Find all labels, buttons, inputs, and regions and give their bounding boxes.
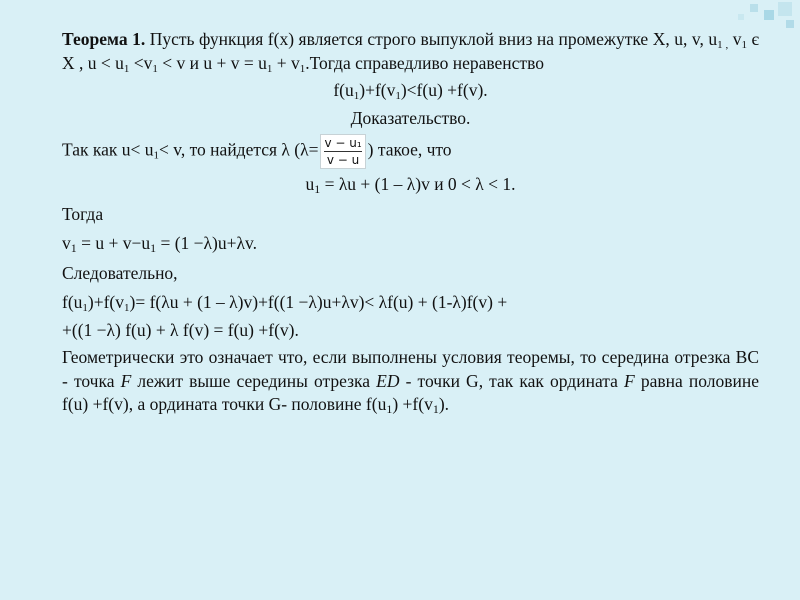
theorem-paragraph: Теорема 1. Пусть функция f(x) является строго выпуклой вниз на промежутке X, u, v, $u_{1 ,}$ $v_1$ є X , $u < u_1 <v_1 < v$ и $u + v = u_1$ + $v_1.Тогда$ справедливо неравенство — [62, 29, 760, 75]
u1-equation: $u_1 = \lambda u + (1 - \lambda)v$ и 0 < λ < 1. — [305, 174, 516, 196]
lambda-fraction: $\frac{\text{v − u₁}}{v - u}$ — [320, 134, 365, 169]
derivation-line-1: $f(u_1)+f(v_1)= f(\lambda u + (1 - \lambda)v)+f((1 -\lambda)u+\lambda v)< \lambda f(u) + (1-\lambda)f(v)$ + — [62, 292, 508, 314]
theorem-label: Теорема 1. — [62, 29, 146, 49]
then-word: Тогда — [62, 203, 104, 224]
proof-heading: Доказательство. — [350, 107, 471, 128]
main-inequality: $f(u_1)+f(v_1)<f(u) +f(v)$. — [333, 80, 488, 102]
slide-content — [62, 28, 759, 417]
v1-equation: $v_1 = u + v-u_1 = (1 -\lambda)u+\lambda v$. — [62, 233, 257, 255]
hence-word: Следовательно, — [62, 262, 178, 283]
since-line: Так как $u< u_1< v$, то найдется λ (λ= $\frac{\text{v − u₁}}{v - u}$ ) такое, что — [62, 136, 452, 167]
derivation-line-2: +((1 −λ) f(u) + λ f(v) = f(u) +f(v). — [62, 319, 299, 340]
geometric-paragraph: Геометрически это означает что, если выполнены условия теоремы, то середина отрезка BC - точка F лежит выше середины отрезка ED - точки G, так как ордината F равна половине f(u) +f(v), а ордината точки G- половине $f(u_1) +f(v_1)$. — [62, 347, 759, 416]
